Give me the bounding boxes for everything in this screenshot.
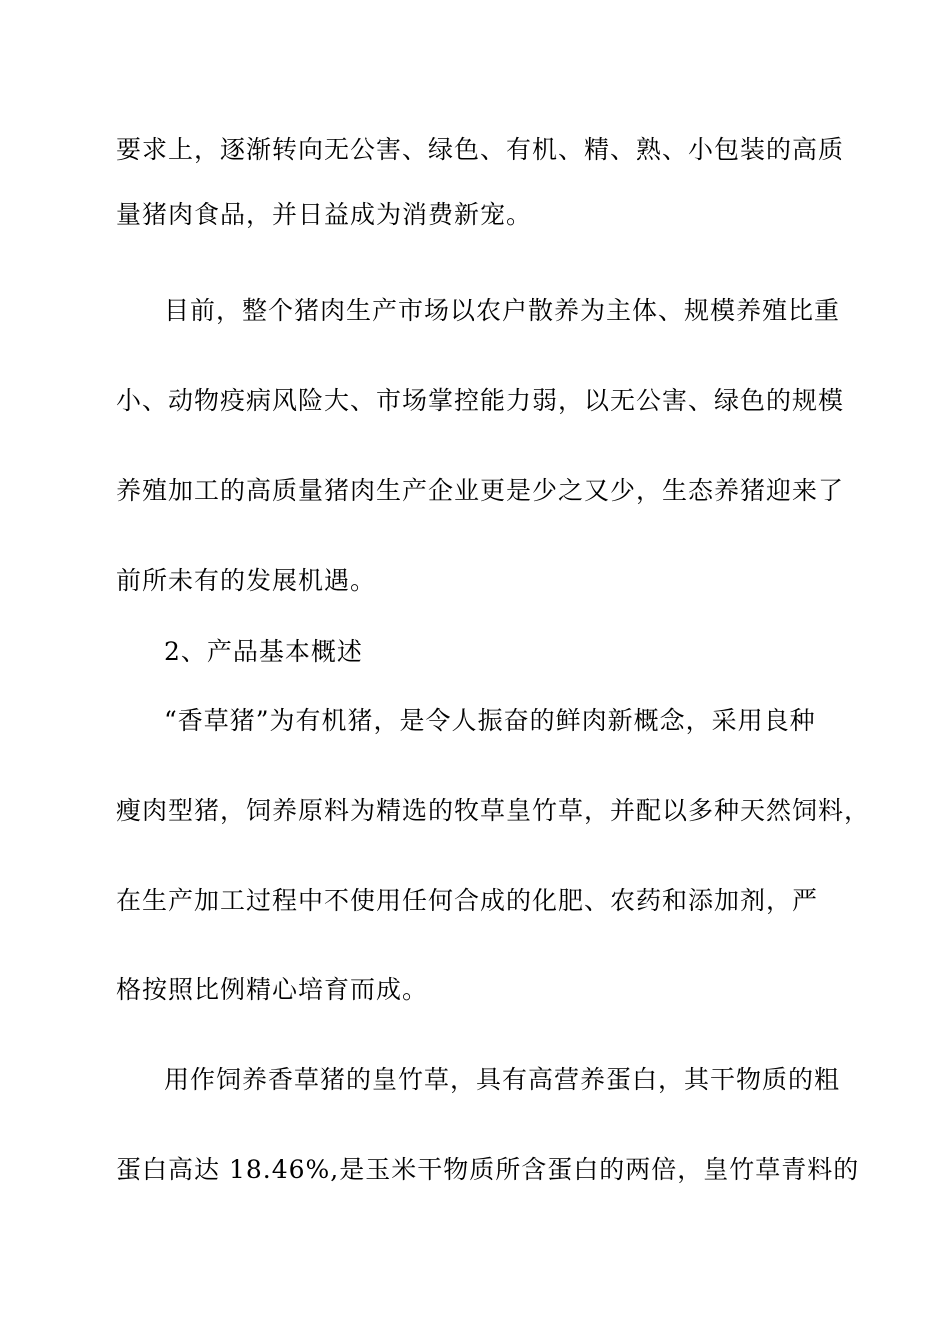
paragraph-line: 量猪肉食品，并日益成为消费新宠。 xyxy=(116,200,533,229)
paragraph-line: 要求上，逐渐转向无公害、绿色、有机、精、熟、小包装的高质 xyxy=(116,135,845,164)
paragraph-line: 用作饲养香草猪的皇竹草，具有高营养蛋白，其干物质的粗 xyxy=(164,1065,841,1094)
paragraph-line: 瘦肉型猪，饲养原料为精选的牧草皇竹草，并配以多种天然饲料， xyxy=(116,796,871,825)
paragraph-line: 蛋白高达 18.46%,是玉米干物质所含蛋白的两倍，皇竹草青料的 xyxy=(116,1155,860,1184)
paragraph-line: 在生产加工过程中不使用任何合成的化肥、农药和添加剂，严 xyxy=(116,886,819,915)
paragraph-line: 小、动物疫病风险大、市场掌控能力弱，以无公害、绿色的规模 xyxy=(116,386,845,415)
paragraph-line: 养殖加工的高质量猪肉生产企业更是少之又少，生态养猪迎来了 xyxy=(116,476,845,505)
section-heading: 2、产品基本概述 xyxy=(164,637,363,666)
paragraph-line: 格按照比例精心培育而成。 xyxy=(116,975,429,1004)
paragraph-line: “香草猪”为有机猪，是令人振奋的鲜肉新概念，采用良种 xyxy=(164,706,816,735)
paragraph-line: 前所未有的发展机遇。 xyxy=(116,566,377,595)
paragraph-line: 目前，整个猪肉生产市场以农户散养为主体、规模养殖比重 xyxy=(164,296,841,325)
